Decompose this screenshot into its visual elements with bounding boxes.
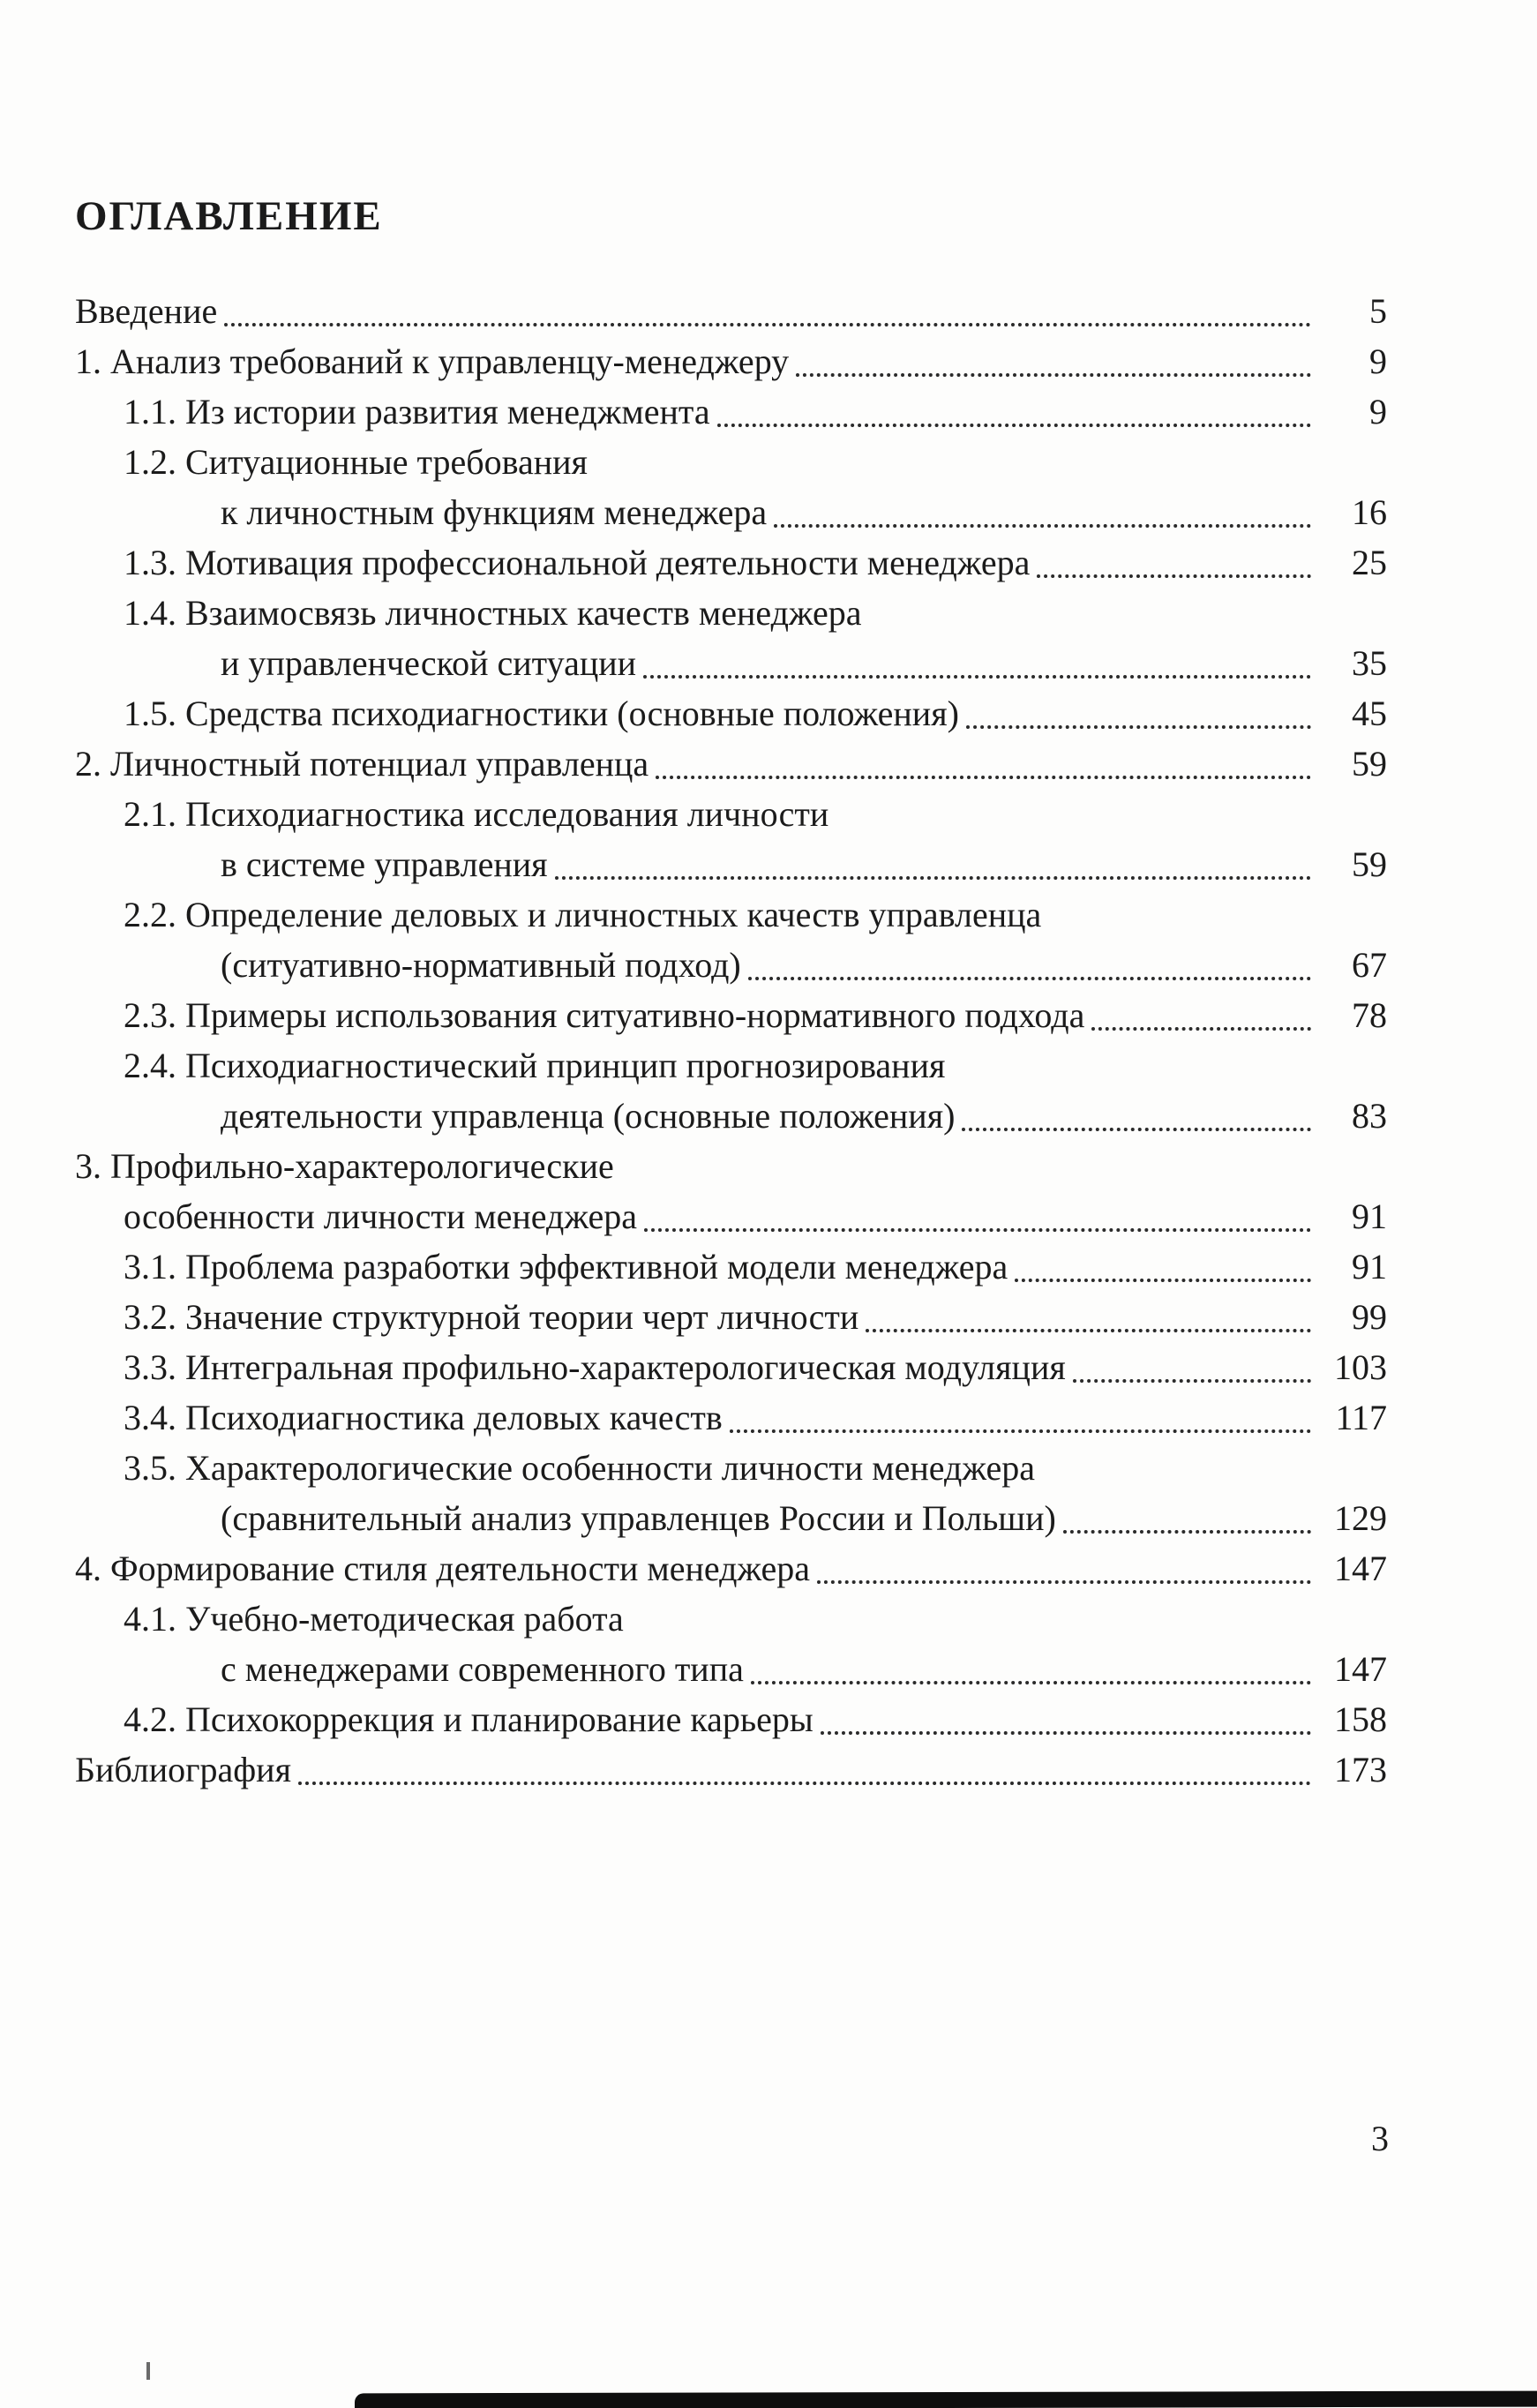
toc-page-ref: 83 <box>1352 1096 1387 1136</box>
toc-entry-line <box>75 1744 1387 1795</box>
toc-entry-line <box>75 1091 1387 1141</box>
toc-entry-line <box>75 1040 1387 1091</box>
dot-leader <box>636 638 1316 688</box>
dot-leader <box>1030 537 1316 588</box>
toc-entry-text: 4.2. Психокоррекция и планирование карьеры <box>124 1699 813 1739</box>
toc-entry-line <box>75 1392 1387 1443</box>
toc-entry-line <box>75 588 1387 638</box>
toc-page-ref: 129 <box>1334 1498 1387 1538</box>
dot-leader <box>548 839 1316 889</box>
dot-leader <box>810 1543 1316 1594</box>
toc-entry-line <box>75 336 1387 386</box>
toc-entry-text: (ситуативно-нормативный подход) <box>221 945 741 985</box>
toc-entry-line <box>75 1644 1387 1694</box>
toc-page-ref: 147 <box>1334 1549 1387 1588</box>
dot-leader <box>637 1191 1316 1242</box>
toc-entry-text: и управленческой ситуации <box>221 643 637 683</box>
toc-entry-line <box>75 1242 1387 1292</box>
toc-entry-text: 1.1. Из истории развития менеджмента <box>124 392 710 431</box>
toc-page-ref: 91 <box>1352 1247 1387 1287</box>
dot-leader <box>959 688 1316 739</box>
toc-entry-text: 3.1. Проблема разработки эффективной модели менеджера <box>124 1247 1008 1287</box>
toc-page-ref: 5 <box>1369 291 1387 331</box>
toc-entry-text: 1.5. Средства психодиагностики (основные положения) <box>124 694 959 733</box>
toc-page-ref: 59 <box>1352 744 1387 784</box>
dot-leader <box>1008 1242 1316 1292</box>
dot-leader <box>291 1744 1316 1795</box>
toc-entry-line <box>75 1191 1387 1242</box>
toc-entry-text: Введение <box>75 291 218 331</box>
dot-leader <box>649 739 1316 789</box>
toc-entry-text: деятельности управленца (основные положения) <box>221 1096 956 1136</box>
toc-page-ref: 91 <box>1352 1196 1387 1236</box>
toc-entry-line <box>75 638 1387 688</box>
toc-entry-line <box>75 1292 1387 1342</box>
toc-entry-line <box>75 940 1387 990</box>
toc-entry-line <box>75 537 1387 588</box>
dot-leader <box>955 1091 1316 1141</box>
dot-leader <box>1056 1493 1316 1543</box>
toc-entry-text: 2.4. Психодиагностический принцип прогнозирования <box>124 1046 946 1085</box>
toc-entry-text: 3.3. Интегральная профильно-характерологическая модуляция <box>124 1347 1066 1387</box>
toc-entry-line <box>75 1543 1387 1594</box>
toc-page-ref: 67 <box>1352 945 1387 985</box>
toc-entry-line <box>75 1493 1387 1543</box>
toc-entry-text: с менеджерами современного типа <box>221 1649 744 1689</box>
dot-leader <box>1066 1342 1316 1392</box>
toc-entry-text: 2.1. Психодиагностика исследования личности <box>124 794 829 834</box>
toc-entry-text: 1.2. Ситуационные требования <box>124 442 588 482</box>
dot-leader <box>789 336 1316 386</box>
toc-entry-text: Библиография <box>75 1750 291 1789</box>
toc-page-ref: 78 <box>1352 995 1387 1035</box>
toc-content <box>75 192 1387 1795</box>
toc-page-ref: 59 <box>1352 844 1387 884</box>
toc-entry-line <box>75 990 1387 1040</box>
toc-page-ref: 103 <box>1334 1347 1387 1387</box>
toc-entry-line <box>75 839 1387 889</box>
toc-entry-text: 4. Формирование стиля деятельности менеджера <box>75 1549 811 1588</box>
toc-list <box>75 286 1387 1795</box>
toc-entry-line <box>75 487 1387 537</box>
toc-page-ref: 147 <box>1334 1649 1387 1689</box>
toc-page-ref: 25 <box>1352 543 1387 582</box>
dot-leader <box>744 1644 1316 1694</box>
toc-page-ref: 16 <box>1352 492 1387 532</box>
toc-entry-line <box>75 1443 1387 1493</box>
toc-page-ref: 173 <box>1334 1750 1387 1789</box>
toc-page-ref: 35 <box>1352 643 1387 683</box>
toc-entry-text: 2.3. Примеры использования ситуативно-нормативного подхода <box>124 995 1085 1035</box>
dot-leader <box>1084 990 1316 1040</box>
toc-entry-line <box>75 739 1387 789</box>
dot-leader <box>710 386 1316 437</box>
toc-entry-line <box>75 789 1387 839</box>
dot-leader <box>858 1292 1316 1342</box>
toc-entry-text: 1.3. Мотивация профессиональной деятельности менеджера <box>124 543 1031 582</box>
toc-entry-line <box>75 1342 1387 1392</box>
toc-entry-line <box>75 386 1387 437</box>
toc-entry-text: (сравнительный анализ управленцев России и Польши) <box>221 1498 1056 1538</box>
toc-page-ref: 45 <box>1352 694 1387 733</box>
toc-entry-text: 2.2. Определение деловых и личностных качеств управленца <box>124 895 1042 934</box>
toc-entry-text: 2. Личностный потенциал управленца <box>75 744 649 784</box>
toc-entry-line <box>75 688 1387 739</box>
toc-entry-line <box>75 1141 1387 1191</box>
folio-page-number: 3 <box>1371 2119 1389 2158</box>
dot-leader <box>723 1392 1316 1443</box>
toc-entry-text: в системе управления <box>221 844 548 884</box>
toc-entry-line <box>75 437 1387 487</box>
toc-page-ref: 158 <box>1334 1699 1387 1739</box>
toc-entry-text: к личностным функциям менеджера <box>221 492 768 532</box>
toc-entry-text: 3.2. Значение структурной теории черт личности <box>124 1297 859 1337</box>
dot-leader <box>217 286 1316 336</box>
toc-entry-line <box>75 1694 1387 1744</box>
toc-entry-text: 3.4. Психодиагностика деловых качеств <box>124 1398 723 1437</box>
toc-entry-text: 1. Анализ требований к управленцу-менеджеру <box>75 341 790 381</box>
toc-entry-text: особенности личности менеджера <box>124 1196 637 1236</box>
toc-entry-line <box>75 889 1387 940</box>
page-title: ОГЛАВЛЕНИЕ <box>75 193 383 239</box>
toc-entry-line <box>75 1594 1387 1644</box>
toc-entry-line <box>75 286 1387 336</box>
toc-entry-text: 3.5. Характерологические особенности личности менеджера <box>124 1448 1035 1488</box>
toc-entry-text: 4.1. Учебно-методическая работа <box>124 1599 624 1639</box>
toc-entry-text: 3. Профильно-характерологические <box>75 1146 614 1186</box>
toc-page-ref: 99 <box>1352 1297 1387 1337</box>
scan-artifact-bottom-edge <box>355 2391 1537 2408</box>
toc-entry-text: 1.4. Взаимосвязь личностных качеств менеджера <box>124 593 862 633</box>
dot-leader <box>767 487 1316 537</box>
dot-leader <box>741 940 1316 990</box>
dot-leader <box>813 1694 1316 1744</box>
toc-page-ref: 117 <box>1335 1398 1387 1437</box>
toc-page-ref: 9 <box>1369 392 1387 431</box>
toc-page-ref: 9 <box>1369 341 1387 381</box>
scan-artifact-tick <box>146 2362 150 2380</box>
